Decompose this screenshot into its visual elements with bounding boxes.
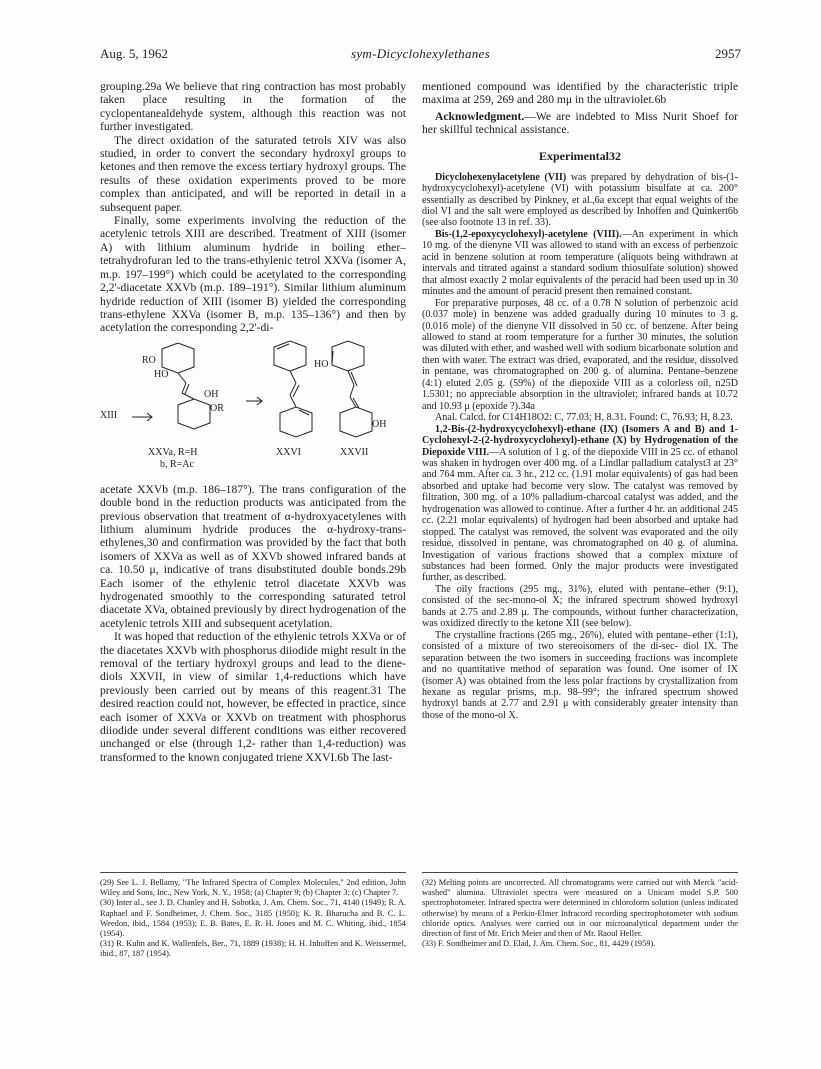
- left-paragraph-4: acetate XXVb (m.p. 186–187°). The trans configuration of the double bond in the reduction products was anticipated from the previous observation that treatment of α-hydroxyacetylenes with lithium aluminum hydride produces the α-hydroxy-trans-ethylenes,30 and confirmation was provided by the fact that both isomers of XXVa as well as of XXVb showed infrared bands at ca. 10.50 μ, indicative of trans disubstituted double bonds.29b Each isomer of the ethylenic tetrol diacetate XXVb was hydrogenated smoothly to the corresponding saturated tetrol diacetate XVa, obtained previously by direct hydrogenation of the acetylenic tetrols XIII and subsequent acetylation.: [100, 482, 406, 630]
- page-number: 2957: [715, 46, 741, 61]
- experimental-paragraph-3: For preparative purposes, 48 cc. of a 0.78 N solution of perbenzoic acid (0.037 mole) in benzene was added gradually during 10 minutes to 3 g. (0.016 mole) of the dienyne VII dissolved in 50 cc. of benzene. After being allowed to stand at room temperature for a further 30 minutes, the solution was diluted with ether, and washed well with sodium bicarbonate solution and then with water. The extract was dried, evaporated, and the residue, dissolved in pentane, was chromatographed on 200 g. of alumina. Pentane–benzene (4:1) eluted 2.05 g. (59%) of the diepoxide VIII as a colorless oil, n25D 1.5301; no appreciable absorption in the ultraviolet; infrared bands at 10.72 and 10.93 μ (epoxide ?).34a: [422, 297, 738, 412]
- compound-label-xxvi: XXVI: [276, 446, 301, 458]
- reaction-scheme: [100, 339, 406, 479]
- ring-shape: [274, 341, 306, 371]
- left-paragraph-1: grouping.29a We believe that ring contraction has most probably taken place resulting in the formation of the cyclopentanealdehyde system, although this reaction was not further investigated.: [100, 80, 406, 134]
- hydrogenation-text: —A solution of 1 g. of the diepoxide VIII in 25 cc. of ethanol was shaken in hydrogen over 400 mg. of a Lindlar palladium catalyst3 at 23° and 764 mm. After ca. 3 hr., 212 cc. (1.91 molar equivalents) of gas had been absorbed and uptake had become very slow. The catalyst was removed by filtration, 300 mg. of a 10% palladium-charcoal catalyst was added, and the hydrogenation was allowed to continue. After a further 4 hr. an additional 245 cc. (2.21 molar equivalents) of hydrogen had been absorbed and uptake had stopped. The catalyst was removed, the solvent was evaporated and the oily residue, dissolved in pentane, was chromatographed on 40 g. of alumina. Investigation of various fractions showed that a complex mixture of substances had been formed. Only the major products were investigated further, as described.: [422, 446, 738, 584]
- scheme-or-label: OR: [210, 402, 224, 414]
- compound-label-xxvb: b, R=Ac: [160, 458, 194, 470]
- left-column: [100, 80, 406, 764]
- analysis-line: Anal. Calcd. for C14H18O2: C, 77.03; H, 8.31. Found: C, 76.93; H, 8.23.: [435, 412, 733, 424]
- right-paragraph-1: mentioned compound was identified by the characteristic triple maxima at 259, 269 and 280 mμ in the ultraviolet.6b: [422, 80, 738, 107]
- ring-shape: [280, 407, 312, 437]
- running-title: sym-Dicyclohexylethanes: [350, 46, 490, 61]
- footnote-rule-right: [422, 872, 738, 873]
- footnotes-left: [100, 878, 406, 960]
- compound-vii-text: was prepared by dehydration of bis-(1-hydroxycyclohexyl)-acetylene (VI) with potassium bisulfate at ca. 200° essentially as described by Pinkney, et al.,6a except that equal weights of the diol VI and the salt were employed as described by Inhoffen and Quinkert6b (see also footnote 13 in ref. 33).: [422, 171, 738, 229]
- scheme-reactant-label: XIII: [100, 409, 118, 421]
- footnote-rule-left: [100, 872, 406, 873]
- ring-shape: [178, 399, 210, 429]
- left-paragraph-5: It was hoped that reduction of the ethylenic tetrols XXVa or of the diacetates XXVb with phosphorus diiodide might result in the removal of the tertiary hydroxyl groups and lead to the diene-diols XXVII, in view of similar 1,4-reductions which have previously been carried out by means of this reagent.31 The desired reaction could not, however, be effected in practice, since each isomer of XXVa or XXVb on treatment with phosphorus diiodide under several different conditions was either recovered unchanged or else (through 1,2- rather than 1,4-reduction) was transformed to the known conjugated triene XXVI.6b The last-: [100, 630, 406, 764]
- compound-viii-text: —An experiment in which 10 mg. of the dienyne VII was allowed to stand with an excess of perbenzoic acid in benzene solution at room temperature (aliquots being withdrawn at intervals and titrated against a standard sodium thiosulfate solution) showed that almost exactly 2 molar equivalents of the peracid had been used up in 30 minutes and the amount of peracid present then remained constant.: [422, 228, 738, 298]
- experimental-paragraph-5: [422, 424, 738, 584]
- compound-vii-title: Dicyclohexenylacetylene (VII): [435, 171, 567, 183]
- scheme-ho-label: HO: [154, 368, 169, 380]
- compound-label-xxva: XXVa, R=H: [148, 446, 198, 458]
- footnote-30: (30) Inter al., see J. D. Chanley and H. Sobotka, J. Am. Chem. Soc., 71, 4140 (1949); R. A. Raphael and F. Sondheimer, J. Chem. Soc., 3185 (1950); K. R. Bharucha and B. C. L. Weedon, ibid., 1584 (1953); E. B. Bates, E. R. H. Jones and M. C. Whiting, ibid., 1854 (1954).: [100, 898, 406, 939]
- footnotes-right: [422, 878, 738, 949]
- acknowledgment: [422, 110, 738, 137]
- left-paragraph-3: Finally, some experiments involving the reduction of the acetylenic tetrols XIII are described. Treatment of XIII (isomer A) with lithium aluminum hydride in boiling ether–tetrahydrofuran led to the trans-ethylenic tetrol XXVa (isomer A, m.p. 197–199°) which could be acetylated to the corresponding 2,2'-diacetate XXVb (m.p. 189–191°). Similar lithium aluminum hydride reduction of XIII (isomer B) yielded the corresponding trans-ethylene XXVa (isomer B, m.p. 135–136°) and then by acetylation the corresponding 2,2'-di-: [100, 214, 406, 335]
- footnote-32: (32) Melting points are uncorrected. All chromatograms were carried out with Merck "acid-washed" alumina. Ultraviolet spectra were measured on a Unicam model S.P. 500 spectrophotometer. Infrared spectra were determined in chloroform solution (unless indicated otherwise) by means of a Perkin-Elmer Infracord recording spectrophotometer with sodium chloride optics. Analyses were carried out in our microanalytical department under the direction of first of Mr. Erich Meier and then of Mr. Raoul Heller.: [422, 878, 738, 939]
- ring-shape: [340, 407, 372, 437]
- scheme-oh-label: OH: [204, 388, 219, 400]
- experimental-heading: Experimental32: [539, 148, 621, 163]
- right-column: [422, 80, 738, 721]
- hydrogenation-title: 1,2-Bis-(2-hydroxycyclohexyl)-ethane (IX) (Isomers A and B) and 1-Cyclohexyl-2-(2-hydroxycyclohexyl)-ethane (X) by Hydrogenation of the Diepoxide VIII.: [422, 423, 738, 458]
- scheme-oh2-label: OH: [372, 418, 387, 430]
- footnote-33: (33) F. Sondheimer and D. Elad, J. Am. Chem. Soc., 81, 4429 (1959).: [422, 939, 656, 949]
- acknowledgment-title: Acknowledgment.: [435, 109, 525, 123]
- header-date: Aug. 5, 1962: [100, 46, 168, 61]
- experimental-paragraph-2: [422, 229, 738, 298]
- page-header: [100, 46, 741, 66]
- footnote-29: (29) See L. J. Bellamy, "The Infrared Spectra of Complex Molecules," 2nd edition, John Wiley and Sons, Inc., New York, N. Y., 1958; (a) Chapter 9; (b) Chapter 3; (c) Chapter 7.: [100, 878, 406, 898]
- experimental-paragraph-7: The crystalline fractions (265 mg., 26%), eluted with pentane–ether (1:1), consisted of a mixture of two stereoisomers of the di-sec- diol IX. The separation between the two isomers in succeeding fractions was incomplete and no quantitative method of separation was found. One isomer of IX (isomer A) was obtained from the less polar fractions by crystallization from hexane as regular prisms, m.p. 98–99°; the infrared spectrum showed hydroxyl bands at 2.77 and 2.91 μ with considerably greater intensity than those of the mono-ol X.: [422, 629, 738, 721]
- left-paragraph-2: The direct oxidation of the saturated tetrols XIV was also studied, in order to convert the secondary hydroxyl groups to ketones and then remove the excess tertiary hydroxyl groups. The results of these oxidation experiments proved to be more complex than anticipated, and will be reported in detail in a subsequent paper.: [100, 133, 406, 214]
- scheme-ho2-label: HO: [314, 358, 329, 370]
- ring-shape: [332, 341, 364, 371]
- compound-label-xxvii: XXVII: [340, 446, 369, 458]
- scheme-ro-label: RO: [142, 354, 156, 366]
- experimental-paragraph-6: The oily fractions (295 mg., 31%), eluted with pentane–ether (9:1), consisted of the sec-mono-ol X; the infrared spectrum showed hydroxyl bands at 2.75 and 2.89 μ. The compounds, without further characterization, was oxidized directly to the ketone XII (see below).: [422, 583, 738, 630]
- experimental-paragraph-1: [422, 172, 738, 229]
- acknowledgment-text: —We are indebted to Miss Nurit Shoef for her skillful technical assistance.: [422, 109, 738, 137]
- footnote-31: (31) R. Kuhn and K. Wallenfels, Ber., 71, 1889 (1938); H. H. Inhoffen and K. Weissermel, ibid., 87, 187 (1954).: [100, 939, 406, 959]
- compound-viii-title: Bis-(1,2-epoxycyclohexyl)-acetylene (VIII).: [435, 228, 622, 240]
